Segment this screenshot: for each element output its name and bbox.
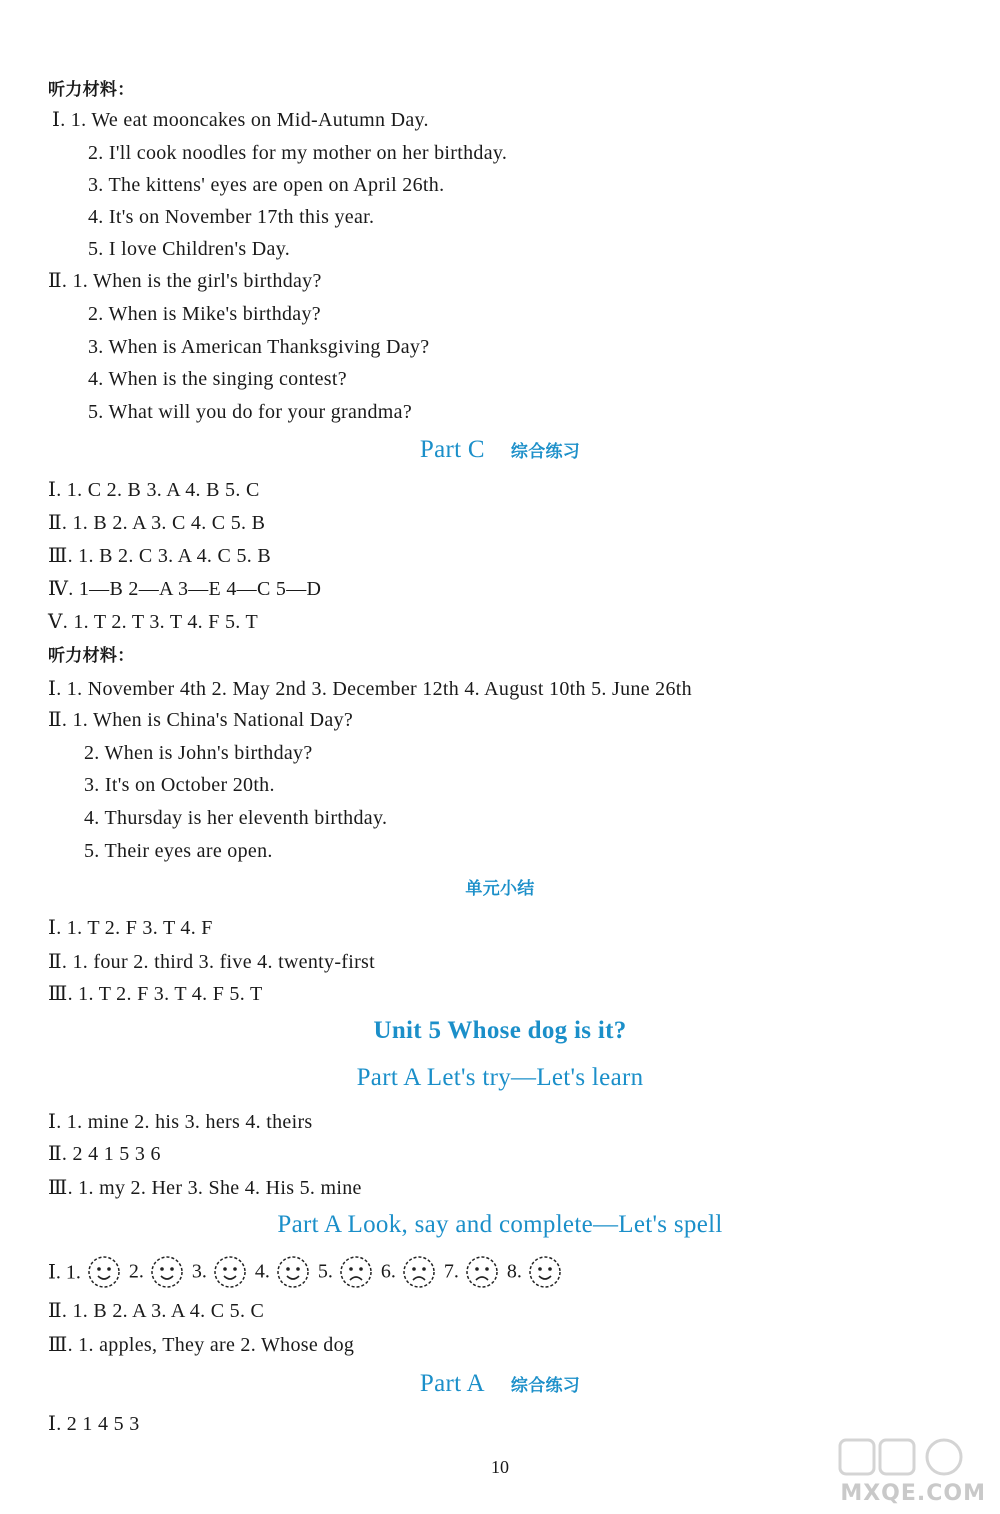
answer-line: Ⅰ. 1. T 2. F 3. T 4. F [48,917,213,939]
listening-line: 3. It's on October 20th. [84,774,275,796]
face-label: Ⅰ. 1. [48,1261,81,1284]
face-label: 8. [506,1260,522,1283]
faces-row [48,1255,570,1291]
listening-line: 4. Thursday is her eleventh birthday. [84,807,388,829]
unit-title: Unit 5 Whose dog is it? [373,1017,627,1044]
watermark-text: MXQE.COM [840,1481,986,1506]
page-number: 10 [491,1457,509,1477]
face-answer [318,1255,373,1289]
section-heading-part-c [0,434,1000,468]
answer-line: Ⅲ. 1. my 2. Her 3. She 4. His 5. mine [48,1177,362,1199]
listening-line: 5. Their eyes are open. [84,840,273,862]
listening-line: 3. When is American Thanksgiving Day? [88,336,430,358]
section-subtitle: 综合练习 [510,442,581,462]
face-answer [444,1255,499,1289]
sad-face-icon [402,1255,436,1289]
listening-label: 听力材料： [48,646,135,666]
face-answer [129,1255,184,1289]
listening-label: 听力材料： [48,80,135,100]
face-answer [381,1255,436,1289]
answer-line: Ⅲ. 1. apples, They are 2. Whose dog [48,1334,355,1356]
listening-line: 2. When is Mike's birthday? [88,303,321,325]
listening-line: Ⅱ. 1. When is China's National Day? [48,709,354,731]
section-heading-part-a-look: Part A Look, say and complete—Let's spell [277,1211,723,1238]
section-heading-part-a-try: Part A Let's try—Let's learn [356,1064,644,1091]
answer-line: Ⅲ. 1. B 2. C 3. A 4. C 5. B [48,545,271,567]
sad-face-icon [465,1255,499,1289]
face-label: 7. [443,1260,459,1283]
face-answer [192,1255,247,1289]
listening-line: 5. I love Children's Day. [88,238,290,260]
face-answer [507,1255,562,1289]
listening-line: Ⅰ. 1. November 4th 2. May 2nd 3. December 12th 4. August 10th 5. June 26th [48,678,692,700]
sad-face-icon [339,1255,373,1289]
happy-face-icon [276,1255,310,1289]
happy-face-icon [150,1255,184,1289]
answer-line: Ⅴ. 1. T 2. T 3. T 4. F 5. T [48,611,259,633]
face-label: 6. [380,1260,396,1283]
happy-face-icon [213,1255,247,1289]
face-answer [255,1255,310,1289]
answer-line: Ⅱ. 1. B 2. A 3. C 4. C 5. B [48,512,266,534]
answer-line: Ⅰ. 1. C 2. B 3. A 4. B 5. C [48,479,260,501]
happy-face-icon [528,1255,562,1289]
face-label: 4. [254,1260,270,1283]
answer-line: Ⅱ. 1. B 2. A 3. A 4. C 5. C [48,1300,265,1322]
happy-face-icon [87,1255,121,1289]
face-label: 2. [128,1260,144,1283]
listening-line: Ⅱ. 1. When is the girl's birthday? [48,270,322,292]
answer-line: Ⅰ. 1. mine 2. his 3. hers 4. theirs [48,1111,313,1133]
listening-line: 3. The kittens' eyes are open on April 26th. [88,174,445,196]
answer-line: Ⅱ. 1. four 2. third 3. five 4. twenty-first [48,951,375,973]
section-heading-part-a-practice [0,1368,1000,1402]
listening-line: 5. What will you do for your grandma? [88,401,412,423]
section-title: Part A [419,1370,485,1397]
answer-line: Ⅰ. 2 1 4 5 3 [48,1413,140,1435]
section-heading-summary: 单元小结 [465,879,535,899]
listening-line: Ⅰ. 1. We eat mooncakes on Mid-Autumn Day. [52,109,429,131]
listening-line: 4. It's on November 17th this year. [88,206,375,228]
answer-line: Ⅱ. 2 4 1 5 3 6 [48,1143,161,1165]
section-subtitle: 综合练习 [510,1376,581,1396]
face-label: 5. [317,1260,333,1283]
face-label: 3. [191,1260,207,1283]
answer-line: Ⅲ. 1. T 2. F 3. T 4. F 5. T [48,983,263,1005]
listening-line: 2. When is John's birthday? [84,742,313,764]
watermark-logo [836,1436,986,1506]
section-title: Part C [419,436,485,463]
listening-line: 4. When is the singing contest? [88,368,347,390]
face-answer [48,1255,121,1289]
answer-line: Ⅳ. 1—B 2—A 3—E 4—C 5—D [48,578,322,600]
listening-line: 2. I'll cook noodles for my mother on her birthday. [88,142,508,164]
